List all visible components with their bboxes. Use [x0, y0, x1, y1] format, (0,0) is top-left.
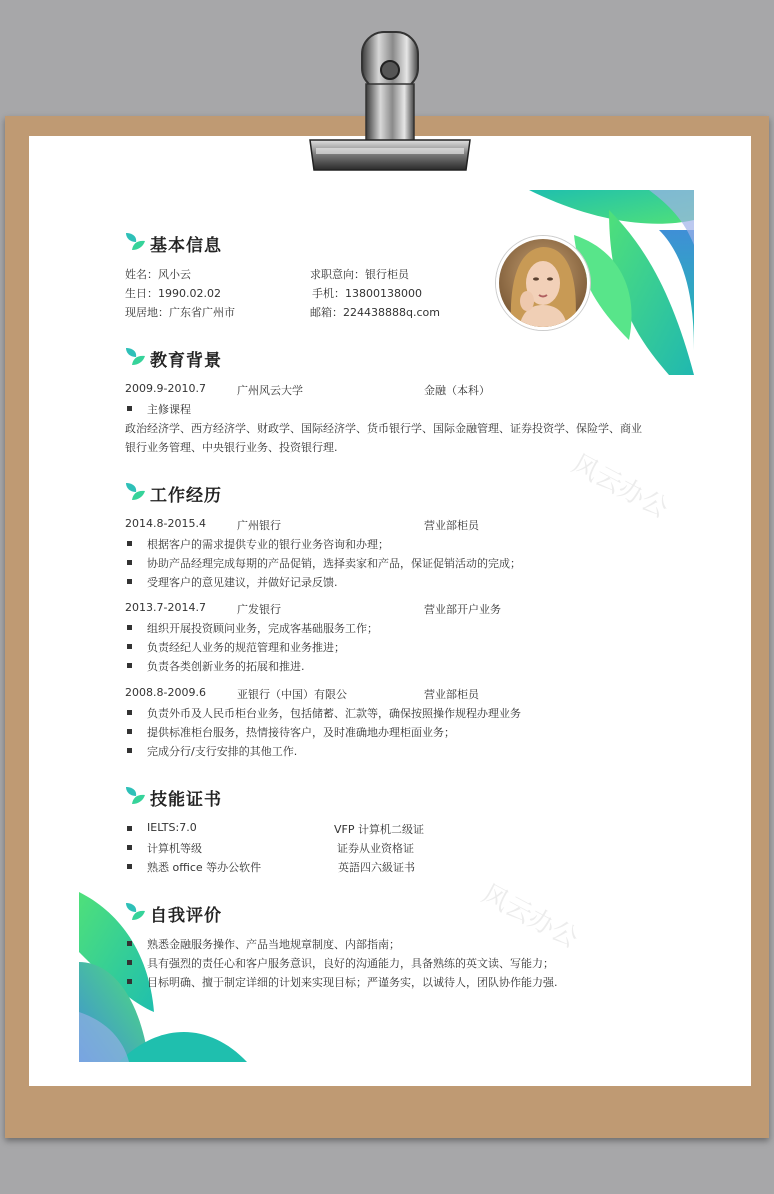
bullet-icon	[127, 941, 132, 946]
skill-item: 熟悉 office 等办公软件	[147, 861, 262, 874]
section-education	[124, 343, 222, 369]
section-basic-info	[124, 228, 222, 254]
courses-line: 政治经济学、西方经济学、财政学、国际经济学、货币银行学、国际金融管理、证券投资学、保险学、商业	[125, 422, 642, 435]
job-duty: 提供标准柜台服务，热情接待客户，及时准确地办理柜面业务；	[147, 726, 455, 739]
skill-item: VFP 计算机二级证	[334, 823, 424, 836]
job-period: 2013.7-2014.7	[125, 601, 206, 614]
phone-text: 手机：13800138000	[312, 287, 422, 300]
job-duty: 完成分行/支行安排的其他工作.	[147, 745, 298, 758]
job-position: 营业部柜员	[424, 688, 479, 701]
bullet-icon	[127, 406, 132, 411]
job-duty: 负责外币及人民币柜台业务，包括储蓄、汇款等，确保按照操作规程办理业务	[147, 707, 521, 720]
skill-item: 英語四六級证书	[338, 861, 415, 874]
edu-period: 2009.9-2010.7	[125, 382, 206, 395]
section-title: 技能证书	[150, 789, 222, 810]
bullet-icon	[127, 864, 132, 869]
skill-item: 计算机等级	[147, 842, 202, 855]
bullet-icon	[127, 960, 132, 965]
section-title: 工作经历	[150, 485, 222, 506]
bullet-icon	[127, 644, 132, 649]
bullet-icon	[127, 663, 132, 668]
job-position: 营业部开户业务	[424, 603, 501, 616]
skill-item: 证券从业资格证	[337, 842, 414, 855]
section-title: 自我评价	[150, 905, 222, 926]
job-duty: 根据客户的需求提供专业的银行业务咨询和办理；	[147, 538, 389, 551]
job-duty: 受理客户的意见建议，并做好记录反馈.	[147, 576, 338, 589]
leaf-icon	[124, 230, 146, 252]
job-period: 2008.8-2009.6	[125, 686, 206, 699]
intent-text: 求职意向：银行柜员	[310, 268, 409, 281]
bullet-icon	[127, 748, 132, 753]
email-text: 邮箱：224438888q.com	[310, 306, 440, 319]
job-period: 2014.8-2015.4	[125, 517, 206, 530]
name-text: 姓名：风小云	[125, 268, 191, 281]
section-title: 教育背景	[150, 350, 222, 371]
job-company: 广发银行	[237, 603, 281, 616]
bullet-icon	[127, 729, 132, 734]
section-work	[124, 478, 222, 504]
leaf-icon	[124, 900, 146, 922]
leaf-icon	[124, 345, 146, 367]
section-title: 基本信息	[150, 235, 222, 256]
eval-item: 具有强烈的责任心和客户服务意识，良好的沟通能力，具备熟练的英文读、写能力；	[147, 957, 554, 970]
courses-line: 银行业务管理、中央银行业务、投资银行理.	[125, 441, 338, 454]
bullet-icon	[127, 579, 132, 584]
section-self-eval	[124, 898, 222, 924]
eval-item: 目标明确、擅于制定详细的计划来实现目标；严谨务实，以诚待人，团队协作能力强.	[147, 976, 558, 989]
leaf-icon	[124, 480, 146, 502]
address-text: 现居地：广东省广州市	[125, 306, 235, 319]
bullet-icon	[127, 845, 132, 850]
binder-clip-icon	[290, 22, 485, 182]
job-duty: 协助产品经理完成每期的产品促销，选择卖家和产品，保证促销活动的完成；	[147, 557, 521, 570]
bullet-icon	[127, 979, 132, 984]
bullet-icon	[127, 826, 132, 831]
courses-label: 主修课程	[147, 403, 191, 416]
edu-school: 广州风云大学	[237, 384, 303, 397]
job-duty: 负责各类创新业务的拓展和推进.	[147, 660, 305, 673]
watermark: 风云办公	[566, 449, 673, 525]
job-duty: 组织开展投资顾问业务，完成客基础服务工作；	[147, 622, 378, 635]
bullet-icon	[127, 710, 132, 715]
watermark: 风云办公	[476, 879, 583, 955]
bullet-icon	[127, 541, 132, 546]
job-company: 亚银行（中国）有限公	[237, 688, 347, 701]
skill-item: IELTS:7.0	[147, 821, 197, 834]
job-position: 营业部柜员	[424, 519, 479, 532]
bullet-icon	[127, 625, 132, 630]
eval-item: 熟悉金融服务操作、产品当地规章制度、内部指南；	[147, 938, 400, 951]
edu-major: 金融（本科）	[424, 384, 490, 397]
resume-paper	[29, 136, 751, 1086]
job-duty: 负责经纪人业务的规范管理和业务推进；	[147, 641, 345, 654]
birth-text: 生日：1990.02.02	[125, 287, 221, 300]
leaf-icon	[124, 784, 146, 806]
section-skills	[124, 782, 222, 808]
profile-photo	[496, 236, 590, 330]
bullet-icon	[127, 560, 132, 565]
job-company: 广州银行	[237, 519, 281, 532]
